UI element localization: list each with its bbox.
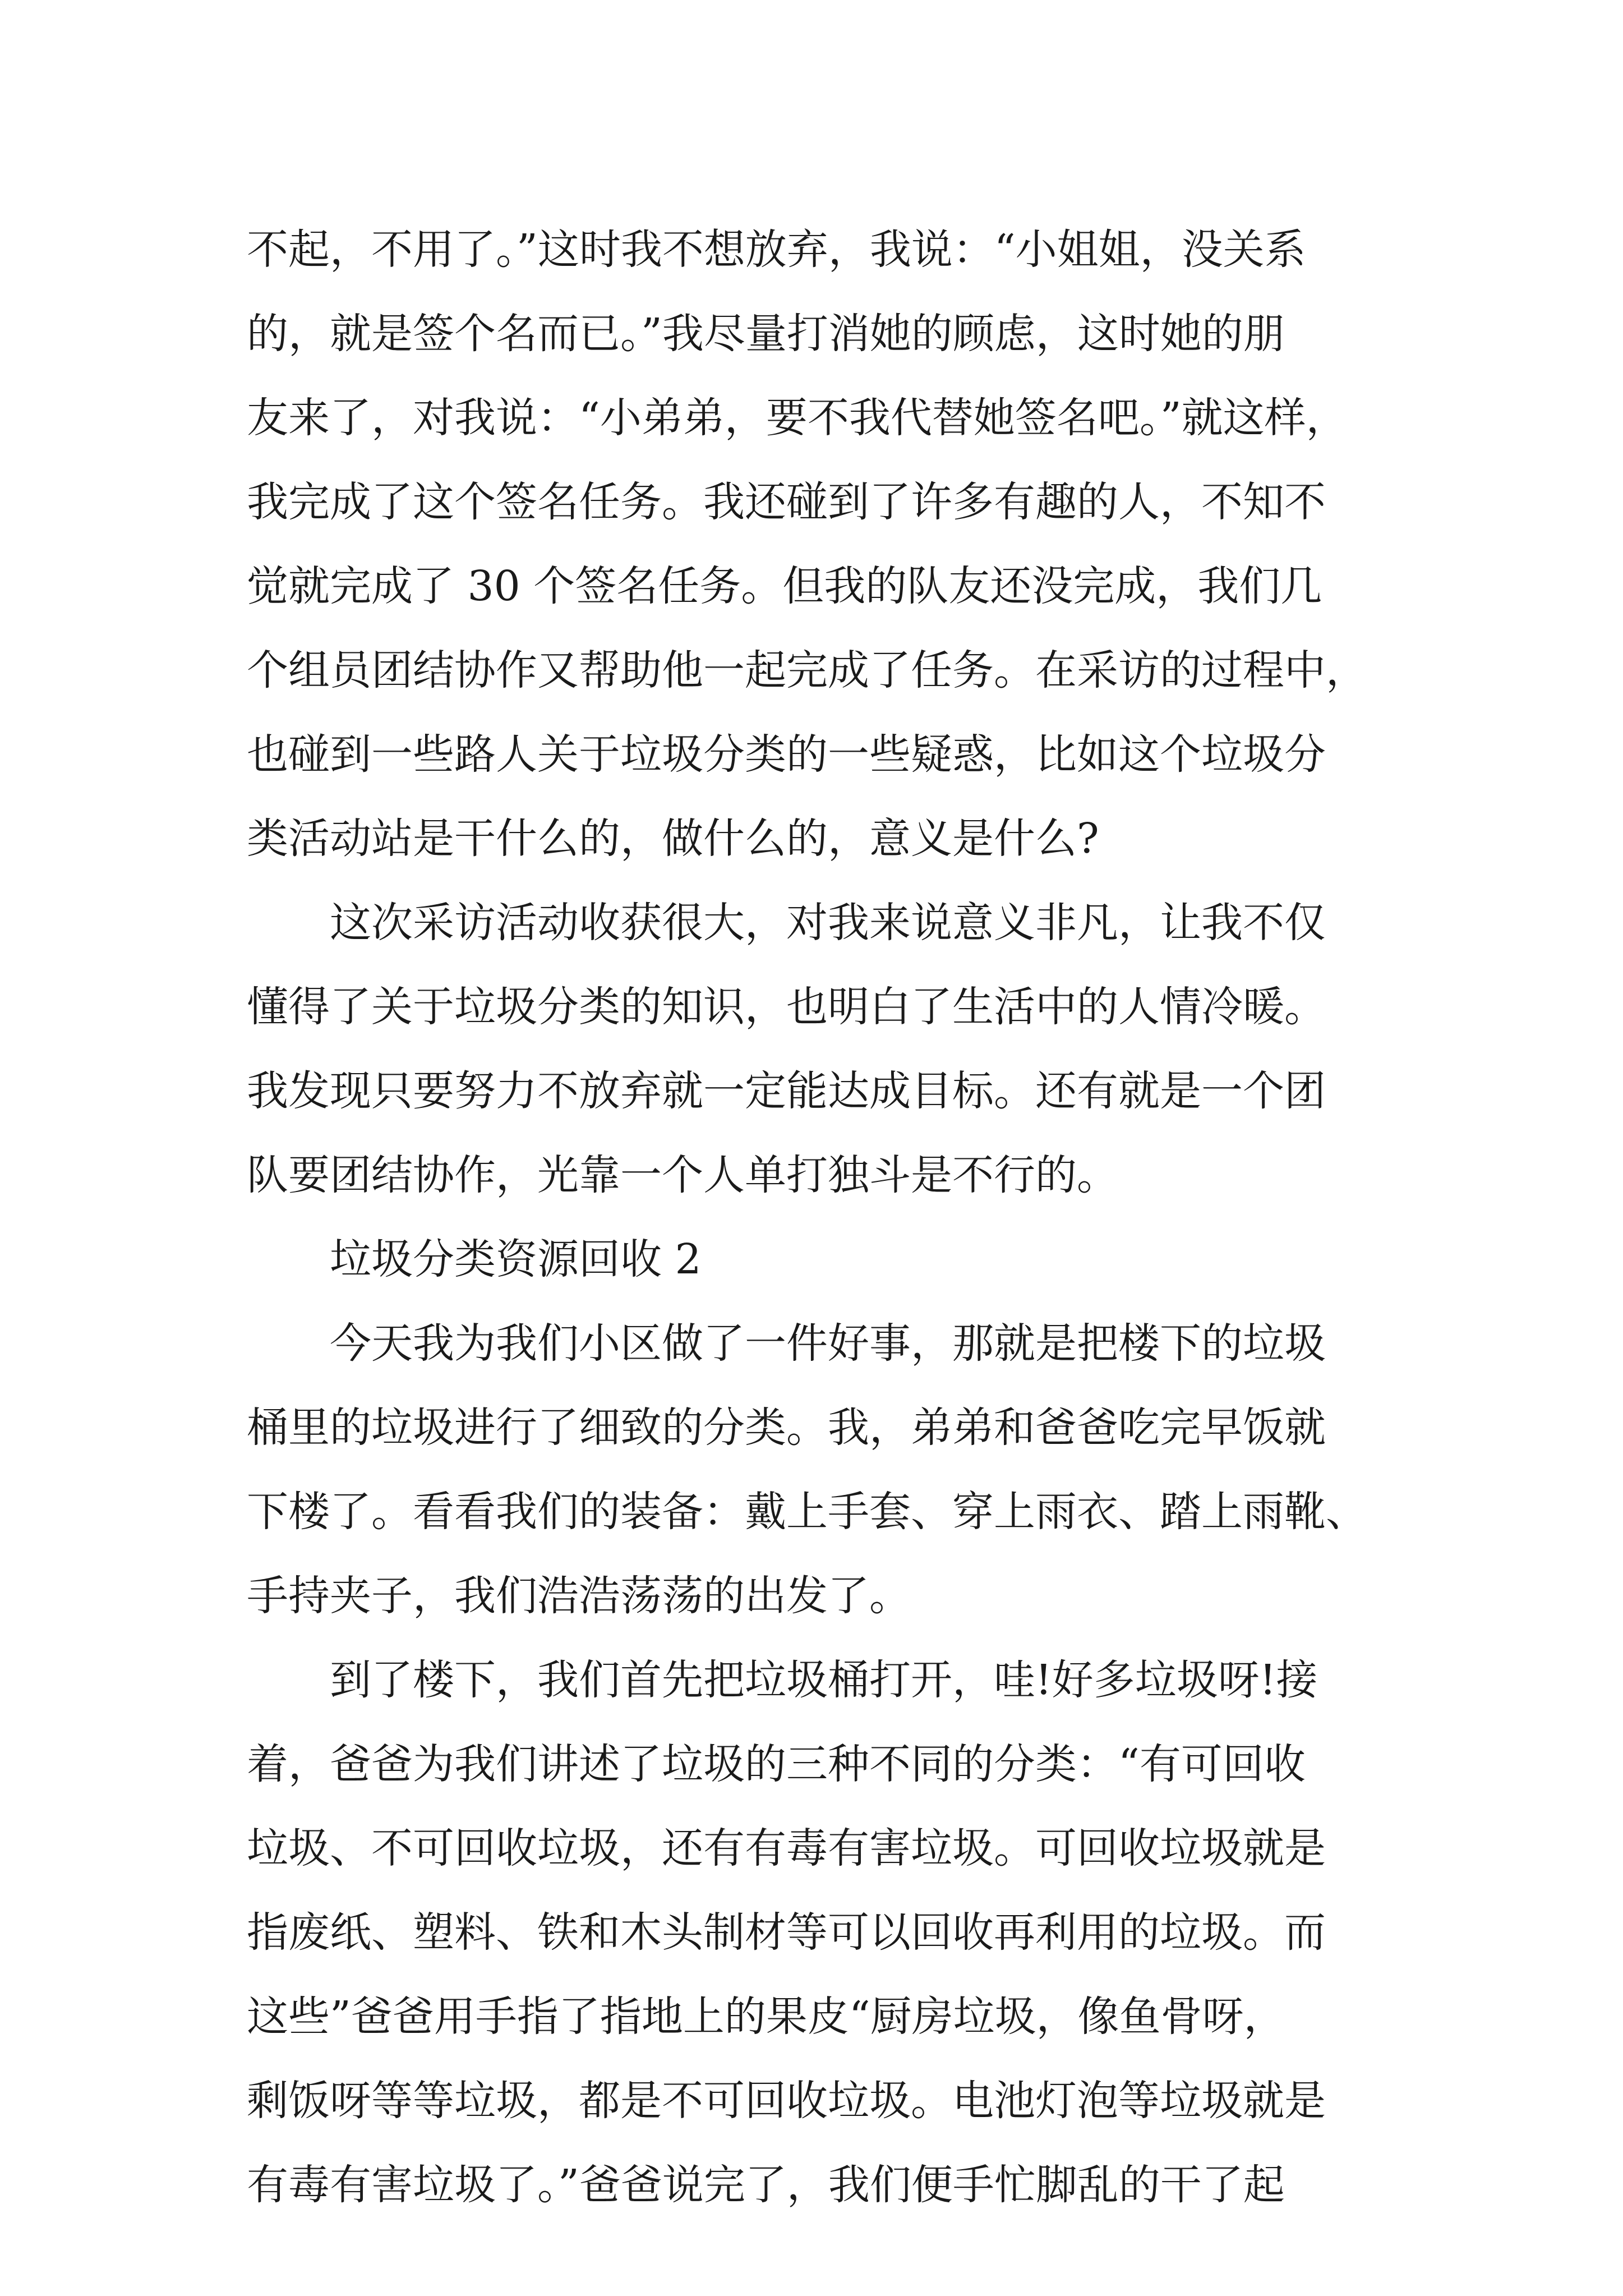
text-line: 下楼了。看看我们的装备：戴上手套、穿上雨衣、踏上雨靴、 bbox=[247, 1488, 1367, 1536]
text-line: 剩饭呀等等垃圾，都是不可回收垃圾。电池灯泡等垃圾就是 bbox=[247, 2077, 1326, 2125]
text-line: 懂得了关于垃圾分类的知识，也明白了生活中的人情冷暖。 bbox=[247, 983, 1326, 1031]
text-line: 也碰到一些路人关于垃圾分类的一些疑惑，比如这个垃圾分 bbox=[247, 730, 1326, 779]
text-line: 我发现只要努力不放弃就一定能达成目标。还有就是一个团 bbox=[247, 1067, 1326, 1115]
text-line: 不起，不用了。”这时我不想放弃，我说：“小姐姐，没关系 bbox=[247, 226, 1306, 274]
text-line: 指废纸、塑料、铁和木头制材等可以回收再利用的垃圾。而 bbox=[247, 1908, 1326, 1957]
text-line: 类活动站是干什么的，做什么的，意义是什么? bbox=[247, 815, 1099, 863]
text-line: 这些”爸爸用手指了指地上的果皮“厨房垃圾，像鱼骨呀， bbox=[247, 1993, 1285, 2041]
section-heading: 垃圾分类资源回收 2 bbox=[330, 1235, 702, 1283]
text-line: 个组员团结协作又帮助他一起完成了任务。在采访的过程中， bbox=[247, 646, 1367, 694]
text-line: 觉就完成了 30 个签名任务。但我的队友还没完成，我们几 bbox=[247, 562, 1322, 610]
text-line: 的，就是签个名而已。”我尽量打消她的顾虑，这时她的朋 bbox=[247, 310, 1285, 358]
text-line: 垃圾、不可回收垃圾，还有有毒有害垃圾。可回收垃圾就是 bbox=[247, 1824, 1326, 1872]
text-line: 手持夹子，我们浩浩荡荡的出发了。 bbox=[247, 1572, 911, 1620]
document-body bbox=[247, 208, 1413, 2227]
text-line: 我完成了这个签名任务。我还碰到了许多有趣的人，不知不 bbox=[247, 478, 1326, 526]
text-line: 有毒有害垃圾了。”爸爸说完了，我们便手忙脚乱的干了起 bbox=[247, 2161, 1285, 2209]
text-line: 友来了，对我说：“小弟弟，要不我代替她签名吧。”就这样， bbox=[247, 394, 1348, 442]
text-line: 着，爸爸为我们讲述了垃圾的三种不同的分类：“有可回收 bbox=[247, 1740, 1306, 1788]
paragraph-first-line: 这次采访活动收获很大，对我来说意义非凡，让我不仅 bbox=[330, 899, 1326, 947]
text-line: 队要团结协作，光靠一个人单打独斗是不行的。 bbox=[247, 1151, 1118, 1199]
paragraph-first-line: 到了楼下，我们首先把垃圾桶打开，哇!好多垃圾呀!接 bbox=[330, 1656, 1318, 1704]
text-line: 桶里的垃圾进行了细致的分类。我，弟弟和爸爸吃完早饭就 bbox=[247, 1404, 1326, 1452]
paragraph-first-line: 今天我为我们小区做了一件好事，那就是把楼下的垃圾 bbox=[330, 1319, 1326, 1368]
